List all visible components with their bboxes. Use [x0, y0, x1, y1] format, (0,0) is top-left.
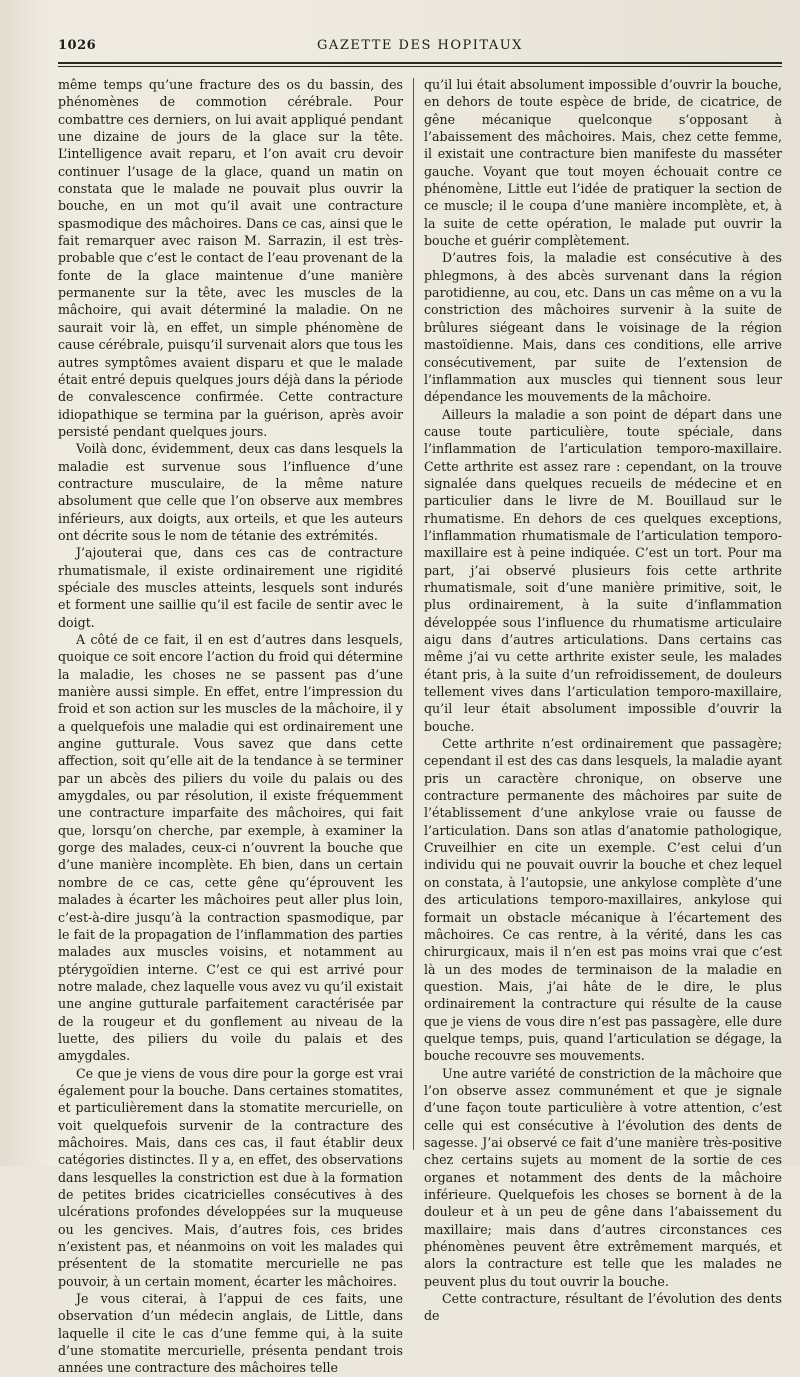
paragraph: D’autres fois, la maladie est consécutive à des phlegmons, à des abcès survenant dans la région parotidienne, au cou, etc. Dans un cas même on a vu la constriction des mâchoires survenir à la suite de brûlures siégeant dans le voisinage de la région mastoïdienne. Mais, dans ces conditions, elle arrive consécutivement, par suite de l’extension de l’inflammation aux muscles qui tiennent sous leur dépendance les mouvements de la mâchoire. [424, 250, 782, 405]
paragraph: qu’il lui était absolument impossible d’ouvrir la bouche, en dehors de toute espèce de bride, de cicatrice, de gêne mécanique quelconque s’opposant à l’abaissement des mâchoires. Mais, chez cette femme, il existait une contracture bien manifeste du masséter gauche. Voyant que tout moyen échouait contre ce phénomène, Little eut l’idée de pratiquer la section de ce muscle; il le coupa d’une manière incomplète, et, à la suite de cette opération, le malade put ouvrir la bouche et guérir complètement. [424, 77, 782, 249]
paragraph: Une autre variété de constriction de la mâchoire que l’on observe assez communément et que je signale d’une façon toute particulière à votre attention, c’est celle qui est consécutive à l’évolution des dents de sagesse. J’ai observé ce fait d’une manière très-positive chez certains sujets au moment de la sortie de ces organes et notamment des dents de la mâchoire inférieure. Quelquefois les choses se bornent à de la douleur et à un peu de gêne dans l’abaissement du maxillaire; mais dans d’autres circonstances ces phénomènes peuvent être extrêmement marqués, et alors la contracture est telle que les malades ne peuvent plus du tout ouvrir la bouche. [424, 1065, 782, 1289]
paragraph: Voilà donc, évidemment, deux cas dans lesquels la maladie est survenue sous l’influence d’une contracture musculaire, de la même nature absolument que celle que l’on observe aux membres inférieurs, aux doigts, aux orteils, et que les auteurs ont décrite sous le nom de tétanie des extrémités. [58, 441, 403, 543]
page-number: 1026 [58, 38, 97, 53]
paragraph: Ce que je viens de vous dire pour la gorge est vrai également pour la bouche. Dans certaines stomatites, et particulièrement dans la stomatite mercurielle, on voit quelquefois survenir de la contracture des mâchoires. Mais, dans ces cas, il faut établir deux catégories distinctes. Il y a, en effet, des observations dans lesquelles la constriction est due à la formation de petites brides cicatricielles consécutives à des ulcérations profondes développées sur la muqueuse ou les gencives. Mais, d’autres fois, ces brides n’existent pas, et néanmoins on voit les malades qui présentent de la stomatite mercurielle ne pas pouvoir, à un certain moment, écarter les mâchoires. [58, 1065, 403, 1289]
paragraph: Je vous citerai, à l’appui de ces faits, une observation d’un médecin anglais, de Little, dans laquelle il cite le cas d’une femme qui, à la suite d’une stomatite mercurielle, présenta pendant trois années une contracture des mâchoires telle [58, 1291, 403, 1376]
paragraph: Cette arthrite n’est ordinairement que passagère; cependant il est des cas dans lesquels, la maladie ayant pris un caractère chronique, on observe une contracture permanente des mâchoires par suite de l’établissement d’une ankylose vraie ou fausse de l’articulation. Dans son atlas d’anatomie pathologique, Cruveilhier en cite un exemple. C’est celui d’un individu qui ne pouvait ouvrir la bouche et chez lequel on constata, à l’autopsie, une ankylose complète d’une des articulations temporo-maxillaires, ankylose qui formait un obstacle mécanique à l’écartement des mâchoires. Ce cas rentre, à la vérité, dans les cas chirurgicaux, mais il n’en est pas moins vrai que c’est là un des modes de terminaison de la maladie en question. Mais, j’ai hâte de le dire, le plus ordinairement la contracture qui résulte de la cause que je viens de vous dire n’est pas passagère, elle dure quelque temps, puis, quand l’articulation se dégage, la bouche recouvre ses mouvements. [424, 736, 782, 1064]
paragraph: Ailleurs la maladie a son point de départ dans une cause toute particulière, toute spéciale, dans l’inflammation de l’articulation temporo-maxillaire. Cette arthrite est assez rare : cependant, on la trouve signalée dans quelques recueils de médecine et en particulier dans le livre de M. Bouillaud sur le rhumatisme. En dehors de ces quelques exceptions, l’inflammation rhumatismale de l’articulation temporo-maxillaire est à peine indiquée. C’est un tort. Pour ma part, j’ai observé plusieurs fois cette arthrite rhumatismale, soit d’une manière primitive, soit, le plus ordinairement, à la suite d’inflammation développée sous l’influence du rhumatisme articulaire aigu dans d’autres articulations. Dans certains cas même j’ai vu cette arthrite exister seule, les malades étant pris, à la suite d’un refroidissement, de douleurs tellement vives dans l’articulation temporo-maxillaire, qu’il leur était absolument impossible d’ouvrir la bouche. [424, 406, 782, 734]
paragraph: Cette contracture, résultant de l’évolution des dents de [424, 1291, 782, 1324]
running-title: GAZETTE DES HOPITAUX [317, 38, 523, 53]
paragraph: A côté de ce fait, il en est d’autres dans lesquels, quoique ce soit encore l’action du froid qui détermine la maladie, les choses ne se passent pas d’une manière aussi simple. En effet, entre l’impression du froid et son action sur les muscles de la mâchoire, il y a quelquefois une maladie qui est ordinairement une angine gutturale. Vous savez que dans cette affection, soit qu’elle ait de la tendance à se terminer par un abcès des piliers du voile du palais ou des amygdales, ou par résolution, il existe fréquemment une contracture imparfaite des mâchoires, qui fait que, lorsqu’on cherche, par exemple, à examiner la gorge des malades, ceux-ci n’ouvrent la bouche que d’une manière incomplète. Eh bien, dans un certain nombre de ce cas, cette gêne qu’éprouvent les malades à écarter les mâchoires peut aller plus loin, c’est-à-dire jusqu’à la contraction spasmodique, par le fait de la propagation de l’inflammation des parties malades aux muscles voisins, et notamment au ptérygoïdien interne. C’est ce qui est arrivé pour notre malade, chez laquelle vous avez vu qu’il existait une angine gutturale parfaitement caractérisée par de la rougeur et du gonflement au niveau de la luette, des piliers du voile du palais et des amygdales. [58, 632, 403, 1064]
right-column [424, 76, 782, 1324]
header-rule-thick [58, 62, 782, 64]
paragraph: J’ajouterai que, dans ces cas de contracture rhumatismale, il existe ordinairement une rigidité spéciale des muscles atteints, lesquels sont indurés et forment une saillie qu’il est facile de sentir avec le doigt. [58, 545, 403, 630]
column-divider [413, 78, 414, 1150]
page-header [58, 36, 782, 58]
left-column [58, 76, 403, 1376]
header-rule-thin [58, 66, 782, 67]
paragraph: même temps qu’une fracture des os du bassin, des phénomènes de commotion cérébrale. Pour combattre ces derniers, on lui avait appliqué pendant une dizaine de jours de la glace sur la tête. L’intelligence avait reparu, et l’on avait cru devoir continuer l’usage de la glace, quand un matin on constata que le malade ne pouvait plus ouvrir la bouche, en un mot qu’il avait une contracture spasmodique des mâchoires. Dans ce cas, ainsi que le fait remarquer avec raison M. Sarrazin, il est très-probable que c’est le contact de l’eau provenant de la fonte de la glace maintenue d’une manière permanente sur la tête, avec les muscles de la mâchoire, qui avait déterminé la maladie. On ne saurait voir là, en effet, un simple phénomène de cause cérébrale, puisqu’il survenait alors que tous les autres symptômes avaient disparu et que le malade était entré depuis quelques jours déjà dans la période de convalescence confirmée. Cette contracture idiopathique se termina par la guérison, après avoir persisté pendant quelques jours. [58, 77, 403, 439]
